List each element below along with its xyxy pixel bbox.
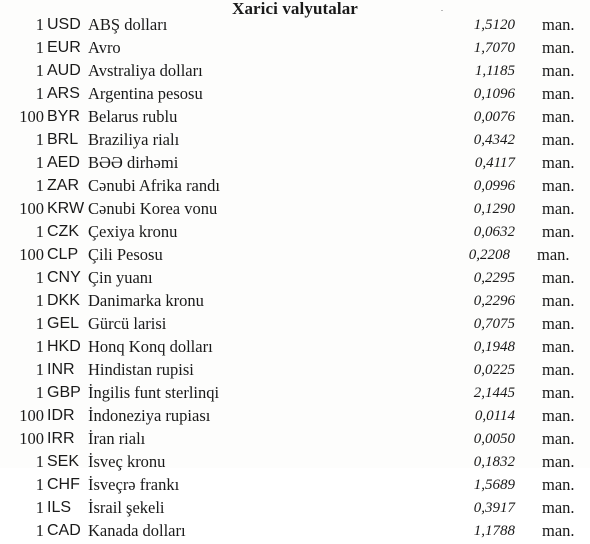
currency-unit: man. — [542, 360, 575, 379]
currency-name: Honq Konq dolları — [88, 337, 213, 356]
currency-rate: 0,2295 — [473, 270, 515, 286]
currency-unit: man. — [542, 15, 575, 34]
currency-unit: man. — [542, 176, 575, 195]
currency-row — [0, 15, 590, 38]
currency-unit: man. — [542, 38, 575, 57]
currency-name: İsveçrə frankı — [88, 475, 180, 494]
currency-code: KRW — [47, 200, 85, 217]
currency-rate: 0,1948 — [473, 339, 515, 355]
currency-name: İsrail şekeli — [88, 498, 165, 517]
currency-rate: 0,1096 — [473, 86, 515, 102]
currency-name: İndoneziya rupiası — [88, 406, 211, 425]
currency-unit: man. — [542, 130, 575, 149]
currency-quantity: 1 — [35, 268, 44, 287]
currency-code: CLP — [47, 246, 79, 263]
currency-rate: 1,1185 — [474, 63, 515, 79]
currency-rate: 0,7075 — [473, 316, 515, 332]
currency-quantity: 1 — [35, 176, 44, 195]
currency-quantity: 1 — [35, 337, 44, 356]
currency-name: İngilis funt sterlinqi — [88, 383, 220, 402]
currency-unit: man. — [542, 61, 575, 80]
currency-code: INR — [47, 361, 75, 378]
currency-rate: 0,2296 — [473, 293, 515, 309]
currency-code: IDR — [47, 407, 75, 424]
currency-quantity: 1 — [35, 498, 44, 517]
currency-unit: man. — [542, 429, 575, 448]
currency-row — [0, 383, 590, 406]
currency-quantity: 100 — [19, 429, 44, 448]
currency-code: AED — [47, 154, 80, 171]
currency-quantity: 100 — [19, 245, 44, 264]
currency-quantity: 1 — [35, 475, 44, 494]
currency-rate: 0,4117 — [474, 155, 515, 171]
currency-rate: 0,0996 — [473, 178, 515, 194]
currency-row — [0, 245, 590, 268]
currency-row — [0, 130, 590, 153]
currency-name: ABŞ dolları — [88, 15, 168, 34]
currency-unit: man. — [542, 337, 575, 356]
currency-rate: 0,3917 — [473, 500, 515, 516]
currency-rate: 0,0632 — [473, 224, 515, 240]
currency-name: Cənubi Afrika randı — [88, 176, 220, 195]
currency-code: CAD — [47, 522, 81, 539]
currency-code: EUR — [47, 39, 81, 56]
currency-name: Danimarka kronu — [88, 291, 204, 310]
currency-code: CZK — [47, 223, 79, 240]
currency-row — [0, 61, 590, 84]
currency-rate: 0,1832 — [473, 454, 515, 470]
currency-unit: man. — [542, 153, 575, 172]
currency-row — [0, 452, 590, 475]
currency-code: USD — [47, 16, 81, 33]
currency-row — [0, 498, 590, 521]
currency-unit: man. — [542, 222, 575, 241]
currency-quantity: 1 — [35, 84, 44, 103]
currency-quantity: 1 — [35, 38, 44, 57]
currency-code: IRR — [47, 430, 75, 447]
currency-row — [0, 199, 590, 222]
currency-name: Avstraliya dolları — [88, 61, 203, 80]
currency-code: ILS — [47, 499, 72, 516]
currency-rate: 0,0114 — [474, 408, 515, 424]
currency-quantity: 100 — [19, 406, 44, 425]
currency-rate: 1,5120 — [473, 17, 515, 33]
currency-quantity: 1 — [35, 15, 44, 34]
currency-row — [0, 176, 590, 199]
currency-row — [0, 475, 590, 498]
scan-speck — [441, 10, 443, 11]
currency-name: Cənubi Korea vonu — [88, 199, 218, 218]
currency-code: DKK — [47, 292, 80, 309]
currency-unit: man. — [542, 291, 575, 310]
currency-code: HKD — [47, 338, 81, 355]
currency-row — [0, 406, 590, 429]
currency-row — [0, 291, 590, 314]
currency-row — [0, 38, 590, 61]
currency-quantity: 100 — [19, 199, 44, 218]
currency-code: BYR — [47, 108, 80, 125]
currency-row — [0, 360, 590, 383]
currency-name: İran rialı — [88, 429, 146, 448]
currency-unit: man. — [542, 452, 575, 471]
currency-code: GBP — [47, 384, 81, 401]
currency-code: BRL — [47, 131, 79, 148]
currency-name: Çexiya kronu — [88, 222, 178, 241]
currency-row — [0, 84, 590, 107]
currency-rate: 0,0076 — [473, 109, 515, 125]
currency-rate: 0,0225 — [473, 362, 515, 378]
currency-row — [0, 222, 590, 245]
currency-code: ARS — [47, 85, 80, 102]
currency-quantity: 1 — [35, 314, 44, 333]
currency-unit: man. — [542, 498, 575, 517]
currency-name: Avro — [88, 38, 121, 57]
currency-row — [0, 521, 590, 544]
currency-quantity: 1 — [35, 153, 44, 172]
currency-row — [0, 107, 590, 130]
currency-quantity: 1 — [35, 130, 44, 149]
currency-rate: 1,1788 — [473, 523, 515, 539]
currency-unit: man. — [542, 383, 575, 402]
currency-row — [0, 429, 590, 452]
currency-rate: 2,1445 — [473, 385, 515, 401]
currency-row — [0, 337, 590, 360]
currency-unit: man. — [542, 406, 575, 425]
currency-rate: 0,0050 — [473, 431, 515, 447]
currency-row — [0, 153, 590, 176]
currency-name: BƏƏ dirhəmi — [88, 153, 179, 172]
currency-code: CNY — [47, 269, 81, 286]
currency-rate: 0,1290 — [473, 201, 515, 217]
currency-code: AUD — [47, 62, 81, 79]
currency-name: İsveç kronu — [88, 452, 166, 471]
page-title: Xarici valyutalar — [232, 0, 358, 18]
currency-name: Kanada dolları — [88, 521, 186, 540]
currency-quantity: 1 — [35, 521, 44, 540]
currency-unit: man. — [542, 475, 575, 494]
currency-name: Çin yuanı — [88, 268, 153, 287]
currency-unit: man. — [537, 245, 570, 264]
currency-name: Hindistan rupisi — [88, 360, 194, 379]
currency-rate: 0,4342 — [473, 132, 515, 148]
currency-rate: 1,7070 — [473, 40, 515, 56]
currency-unit: man. — [542, 521, 575, 540]
currency-code: SEK — [47, 453, 80, 470]
currency-code: CHF — [47, 476, 80, 493]
currency-quantity: 1 — [35, 291, 44, 310]
currency-quantity: 1 — [35, 452, 44, 471]
currency-name: Braziliya rialı — [88, 130, 180, 149]
currency-row — [0, 314, 590, 337]
currency-rate: 1,5689 — [473, 477, 515, 493]
currency-unit: man. — [542, 107, 575, 126]
currency-quantity: 1 — [35, 222, 44, 241]
currency-name: Çili Pesosu — [88, 245, 163, 264]
currency-name: Gürcü larisi — [88, 314, 167, 333]
currency-name: Argentina pesosu — [88, 84, 203, 103]
currency-code: GEL — [47, 315, 80, 332]
currency-code: ZAR — [47, 177, 79, 194]
currency-quantity: 1 — [35, 360, 44, 379]
currency-unit: man. — [542, 84, 575, 103]
currency-rate: 0,2208 — [468, 247, 510, 263]
currency-quantity: 1 — [35, 61, 44, 80]
currency-quantity: 100 — [19, 107, 44, 126]
currency-unit: man. — [542, 199, 575, 218]
currency-unit: man. — [542, 268, 575, 287]
currency-unit: man. — [542, 314, 575, 333]
currency-name: Belarus rublu — [88, 107, 178, 126]
currency-quantity: 1 — [35, 383, 44, 402]
currency-row — [0, 268, 590, 291]
